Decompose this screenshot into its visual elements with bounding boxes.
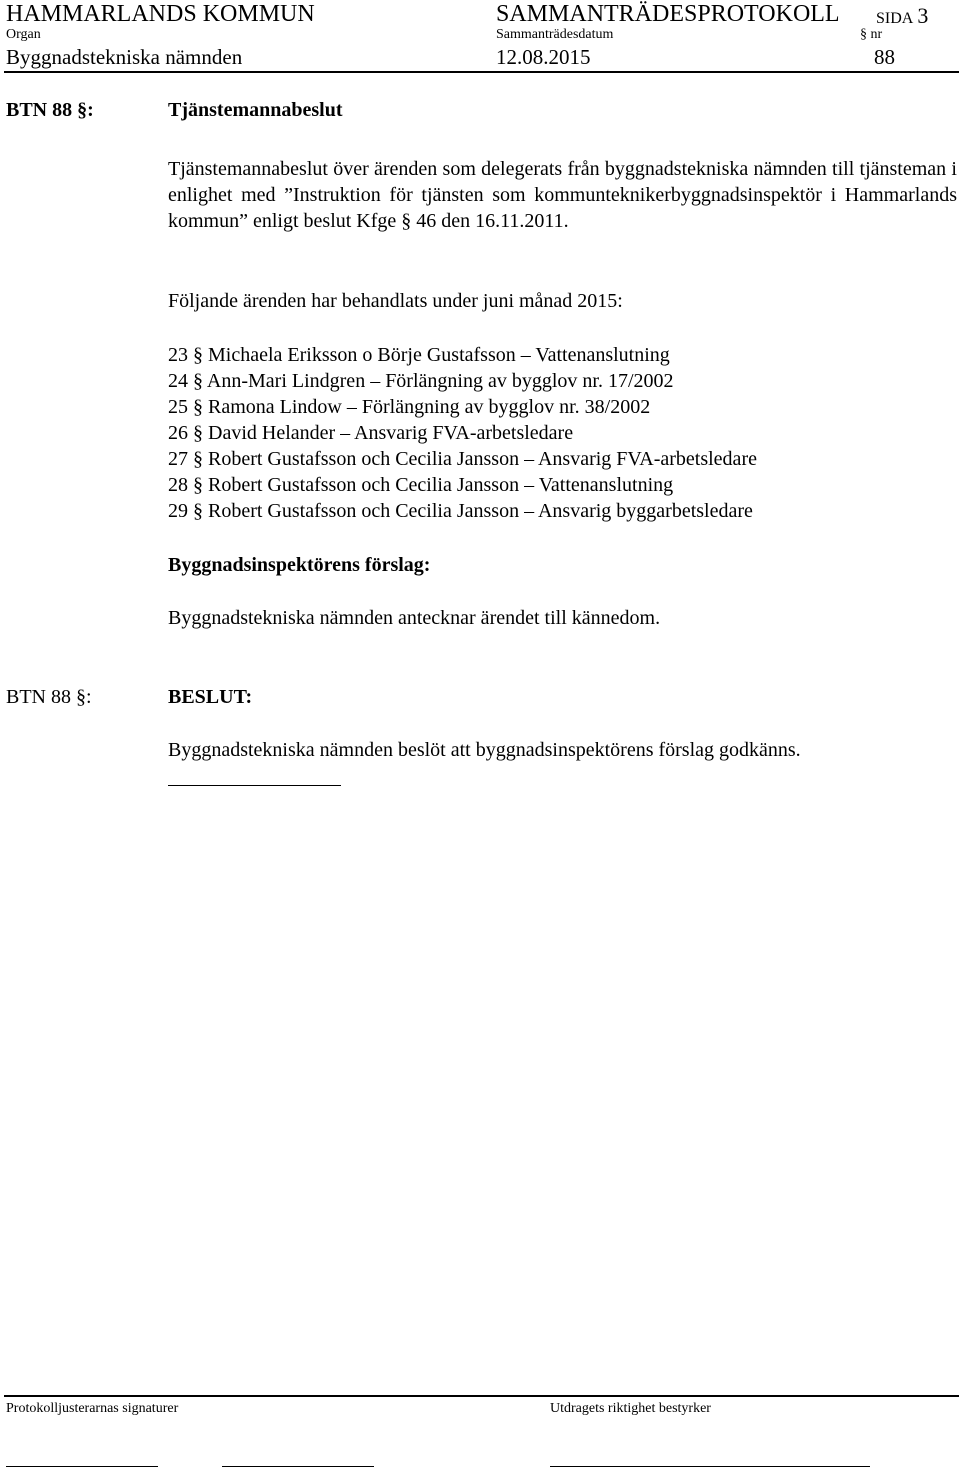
signature-line — [550, 1466, 870, 1467]
page-label: SIDA — [876, 10, 914, 27]
organ-label: Organ — [6, 27, 41, 42]
signature-line — [222, 1466, 374, 1467]
list-item: 25 § Ramona Lindow – Förlängning av bygglov nr. 38/2002 — [168, 396, 651, 418]
decision-text: Byggnadstekniska nämnden beslöt att byggnadsinspektörens förslag godkänns. — [168, 739, 801, 761]
intro-paragraph: Tjänstemannabeslut över ärenden som delegerats från byggnadstekniska nämnden till tjänsteman i enlighet med ”Instruktion för tjänsten som kommunteknikerbyggnadsinspektör i Hammarlands kommun” enligt beslut Kfge § 46 den 16.11.2011. — [168, 158, 957, 232]
nr-value: 88 — [874, 45, 895, 69]
list-item: 28 § Robert Gustafsson och Cecilia Jansson – Vattenanslutning — [168, 474, 674, 496]
page-indicator — [876, 3, 928, 29]
extract-certification-label: Utdragets riktighet bestyrker — [550, 1401, 711, 1416]
proposal-heading: Byggnadsinspektörens förslag: — [168, 554, 431, 576]
footer-divider — [4, 1395, 959, 1397]
case-list — [168, 342, 757, 524]
list-intro: Följande ärenden har behandlats under juni månad 2015: — [168, 290, 623, 312]
document-type: SAMMANTRÄDESPROTOKOLL — [496, 1, 840, 27]
nr-label: § nr — [860, 27, 883, 42]
signature-line — [6, 1466, 158, 1467]
list-item: 29 § Robert Gustafsson och Cecilia Jansson – Ansvarig byggarbetsledare — [168, 500, 753, 522]
end-rule — [168, 785, 341, 786]
section-ref: BTN 88 §: — [6, 99, 94, 121]
header-divider — [4, 71, 959, 73]
list-item: 23 § Michaela Eriksson o Börje Gustafsson – Vattenanslutning — [168, 344, 670, 366]
date-value: 12.08.2015 — [496, 45, 591, 69]
decision-ref: BTN 88 §: — [6, 686, 92, 708]
list-item: 27 § Robert Gustafsson och Cecilia Jansson – Ansvarig FVA-arbetsledare — [168, 448, 757, 470]
proposal-text: Byggnadstekniska nämnden antecknar ärendet till kännedom. — [168, 607, 661, 629]
organ-value: Byggnadstekniska nämnden — [6, 45, 243, 69]
page-number: 3 — [917, 3, 929, 28]
decision-title: BESLUT: — [168, 686, 253, 708]
adjuster-signatures-label: Protokolljusterarnas signaturer — [6, 1401, 179, 1416]
section-title: Tjänstemannabeslut — [168, 99, 343, 121]
list-item: 24 § Ann-Mari Lindgren – Förlängning av bygglov nr. 17/2002 — [168, 370, 674, 392]
municipality-name: HAMMARLANDS KOMMUN — [6, 1, 315, 27]
list-item: 26 § David Helander – Ansvarig FVA-arbetsledare — [168, 422, 574, 444]
date-label: Sammanträdesdatum — [496, 27, 614, 42]
